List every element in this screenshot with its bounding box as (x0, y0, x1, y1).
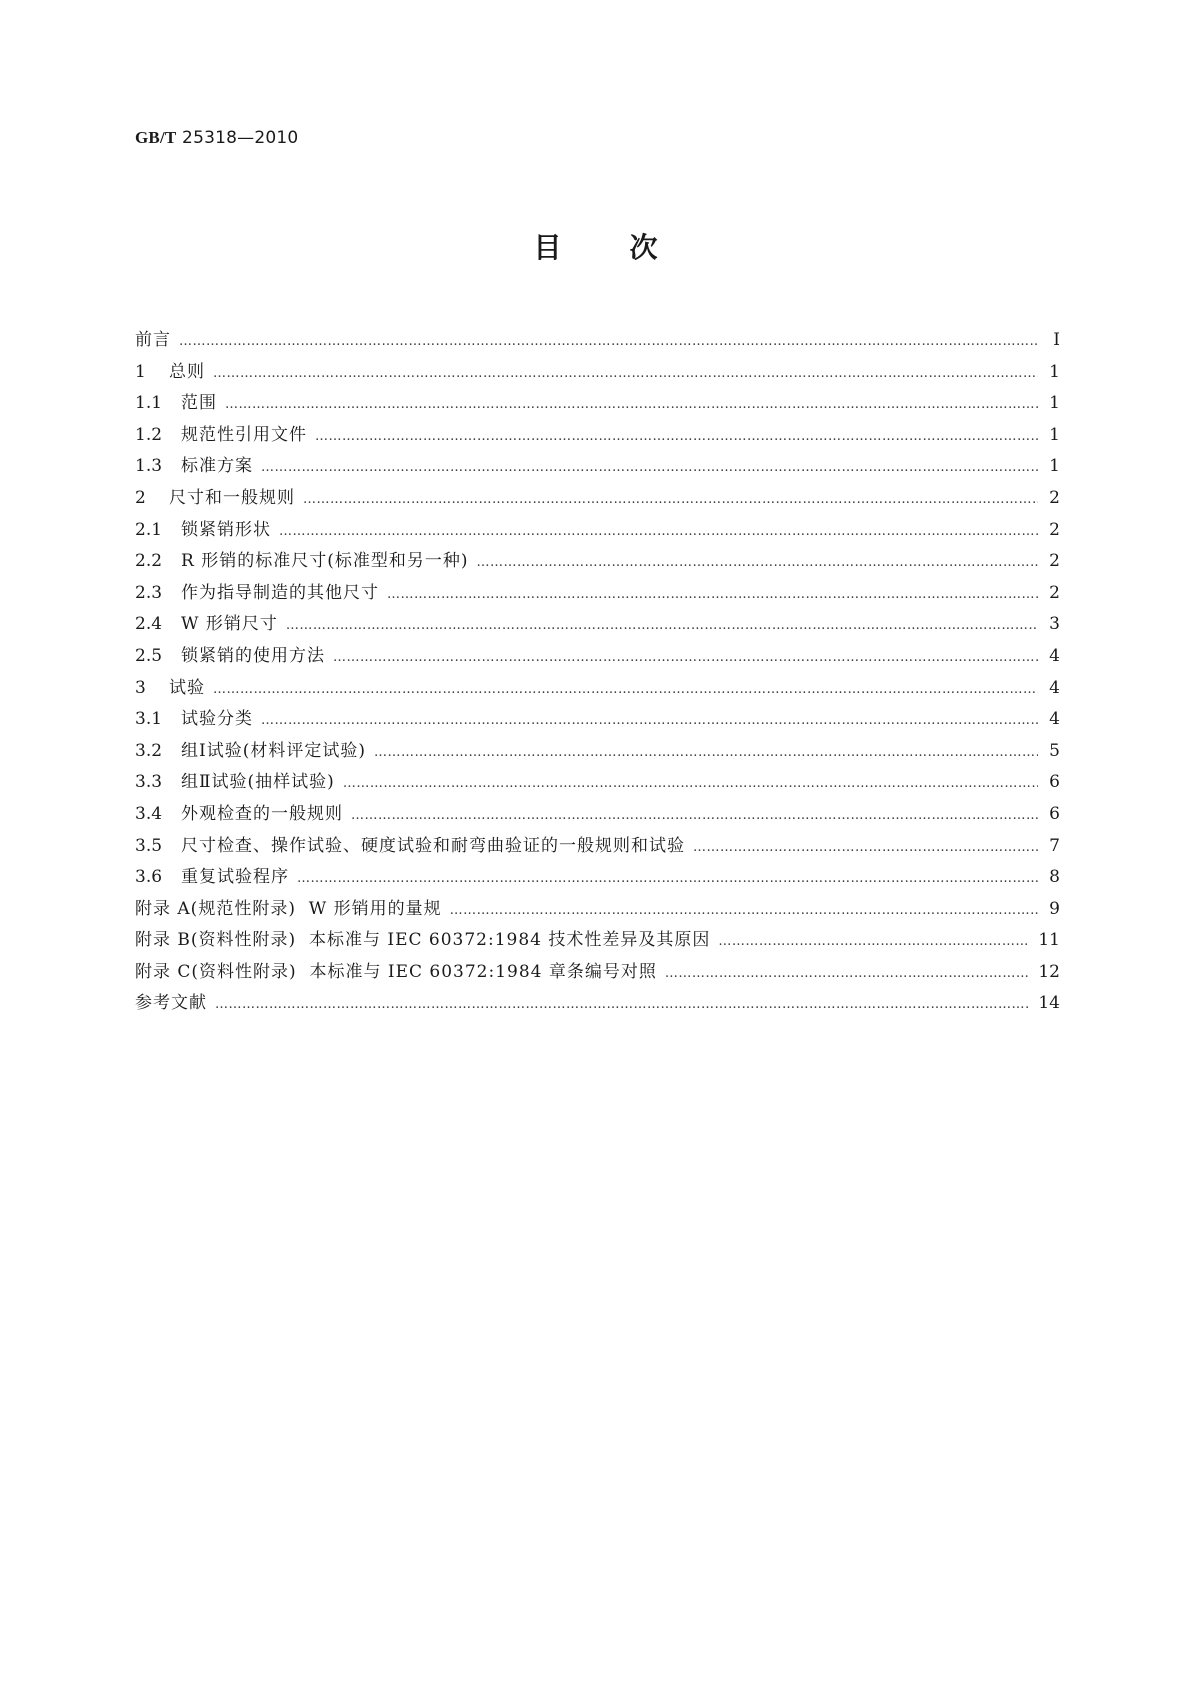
toc-dot-leader (261, 705, 1038, 737)
toc-entry-page: 1 (1049, 393, 1060, 414)
toc-entry[interactable] (135, 357, 1060, 389)
toc-dot-leader (213, 358, 1038, 390)
toc-entry-title: 尺寸和一般规则 (169, 487, 295, 508)
toc-dot-leader (665, 958, 1030, 990)
toc-entry-page: 1 (1049, 361, 1060, 382)
toc-entry-number: 2.5 (135, 645, 163, 666)
toc-entry-number: 3.5 (135, 835, 163, 856)
document-code (135, 128, 298, 148)
toc-dot-leader (315, 421, 1038, 453)
standard-number: 25318—2010 (182, 128, 299, 148)
toc-entry[interactable] (135, 767, 1060, 799)
toc-dot-leader (343, 768, 1038, 800)
toc-entry-page: 2 (1049, 551, 1060, 572)
toc-entry[interactable] (135, 894, 1060, 926)
standard-prefix: GB/T (135, 128, 177, 147)
toc-entry[interactable] (135, 641, 1060, 673)
toc-dot-leader (374, 737, 1038, 769)
toc-entry[interactable] (135, 609, 1060, 641)
toc-entry-page: 2 (1049, 487, 1060, 508)
toc-entry[interactable] (135, 515, 1060, 547)
toc-entry-title: 锁紧销形状 (181, 519, 271, 540)
toc-entry-page: 9 (1049, 898, 1060, 919)
toc-entry-number: 1 (135, 361, 146, 382)
toc-entry-title: 标准方案 (181, 456, 253, 477)
toc-dot-leader (215, 989, 1030, 1021)
toc-entry-number: 3.3 (135, 772, 163, 793)
toc-dot-leader (476, 547, 1038, 579)
toc-entry[interactable] (135, 325, 1060, 357)
toc-entry-number: 2.3 (135, 582, 163, 603)
toc-entry-number: 3.6 (135, 867, 163, 888)
toc-entry-title: 锁紧销的使用方法 (181, 645, 325, 666)
toc-dot-leader (286, 610, 1038, 642)
toc-entry-number: 3 (135, 677, 146, 698)
toc-entry[interactable] (135, 957, 1060, 989)
toc-dot-leader (450, 895, 1038, 927)
toc-entry-number: 2.4 (135, 614, 163, 635)
toc-entry-page: 2 (1049, 519, 1060, 540)
toc-entry-title: 前言 (135, 330, 171, 350)
toc-entry-page: 5 (1049, 740, 1060, 761)
toc-entry[interactable] (135, 736, 1060, 768)
toc-entry-page: 7 (1049, 835, 1060, 856)
toc-entry-number: 3.4 (135, 803, 163, 824)
toc-entry[interactable] (135, 862, 1060, 894)
toc-entry-number: 3.1 (135, 709, 163, 730)
toc-entry-title: 尺寸检查、操作试验、硬度试验和耐弯曲验证的一般规则和试验 (181, 835, 685, 856)
toc-entry-title: 试验 (169, 677, 205, 698)
toc-entry-number: 3.2 (135, 740, 163, 761)
toc-entry-page: 11 (1038, 930, 1060, 951)
table-of-contents (135, 325, 1060, 1020)
toc-entry-page: 14 (1038, 993, 1060, 1014)
toc-entry[interactable] (135, 704, 1060, 736)
toc-dot-leader (179, 326, 1038, 358)
toc-entry-page: 4 (1049, 645, 1060, 666)
toc-entry-number: 1.3 (135, 456, 163, 477)
toc-entry-page: 3 (1049, 614, 1060, 635)
toc-entry[interactable] (135, 578, 1060, 610)
toc-entry[interactable] (135, 799, 1060, 831)
toc-entry-number: 2 (135, 487, 146, 508)
toc-dot-leader (693, 832, 1038, 864)
toc-entry-title: 附录 B(资料性附录) 本标准与 IEC 60372:1984 技术性差异及其原因 (135, 930, 711, 951)
toc-entry-title: 外观检查的一般规则 (181, 803, 343, 824)
toc-entry-title: R 形销的标准尺寸(标准型和另一种) (181, 551, 469, 572)
toc-entry[interactable] (135, 483, 1060, 515)
toc-dot-leader (261, 452, 1038, 484)
toc-entry-title: 试验分类 (181, 709, 253, 730)
toc-entry[interactable] (135, 831, 1060, 863)
toc-dot-leader (387, 579, 1038, 611)
toc-dot-leader (303, 484, 1038, 516)
toc-entry[interactable] (135, 546, 1060, 578)
toc-dot-leader (279, 516, 1038, 548)
toc-entry[interactable] (135, 988, 1060, 1020)
toc-entry-page: 8 (1049, 867, 1060, 888)
toc-entry-title: 组Ⅱ试验(抽样试验) (181, 772, 335, 793)
toc-entry[interactable] (135, 673, 1060, 705)
toc-entry-number: 1.2 (135, 424, 163, 445)
toc-entry-title: 范围 (181, 393, 217, 414)
toc-entry-page: 6 (1049, 803, 1060, 824)
toc-dot-leader (718, 926, 1030, 958)
toc-entry-page: 6 (1049, 772, 1060, 793)
toc-entry-title: 附录 C(资料性附录) 本标准与 IEC 60372:1984 章条编号对照 (135, 961, 657, 982)
toc-entry-title: 作为指导制造的其他尺寸 (181, 582, 379, 603)
toc-entry[interactable] (135, 451, 1060, 483)
toc-entry-number: 1.1 (135, 393, 163, 414)
toc-dot-leader (333, 642, 1038, 674)
toc-entry-page: 12 (1038, 961, 1060, 982)
toc-entry-title: 参考文献 (135, 993, 207, 1014)
toc-entry-title: 组Ⅰ试验(材料评定试验) (181, 740, 366, 761)
toc-entry-page: 1 (1049, 456, 1060, 477)
toc-entry-title: 总则 (169, 361, 205, 382)
toc-entry-page: 1 (1049, 424, 1060, 445)
toc-dot-leader (225, 389, 1038, 421)
toc-entry-page: 2 (1049, 582, 1060, 603)
toc-entry-title: 附录 A(规范性附录) W 形销用的量规 (135, 898, 442, 919)
toc-dot-leader (213, 674, 1038, 706)
toc-entry-page: 4 (1049, 677, 1060, 698)
toc-entry[interactable] (135, 925, 1060, 957)
toc-entry-number: 2.1 (135, 519, 163, 540)
toc-entry-title: W 形销尺寸 (181, 614, 278, 635)
toc-entry-page: Ⅰ (1053, 330, 1060, 350)
toc-entry[interactable] (135, 388, 1060, 420)
toc-entry-title: 重复试验程序 (181, 867, 289, 888)
toc-dot-leader (297, 863, 1038, 895)
toc-dot-leader (351, 800, 1038, 832)
toc-entry-page: 4 (1049, 709, 1060, 730)
toc-title: 目次 (533, 231, 726, 264)
toc-entry-title: 规范性引用文件 (181, 424, 307, 445)
toc-entry-number: 2.2 (135, 551, 163, 572)
toc-entry[interactable] (135, 420, 1060, 452)
